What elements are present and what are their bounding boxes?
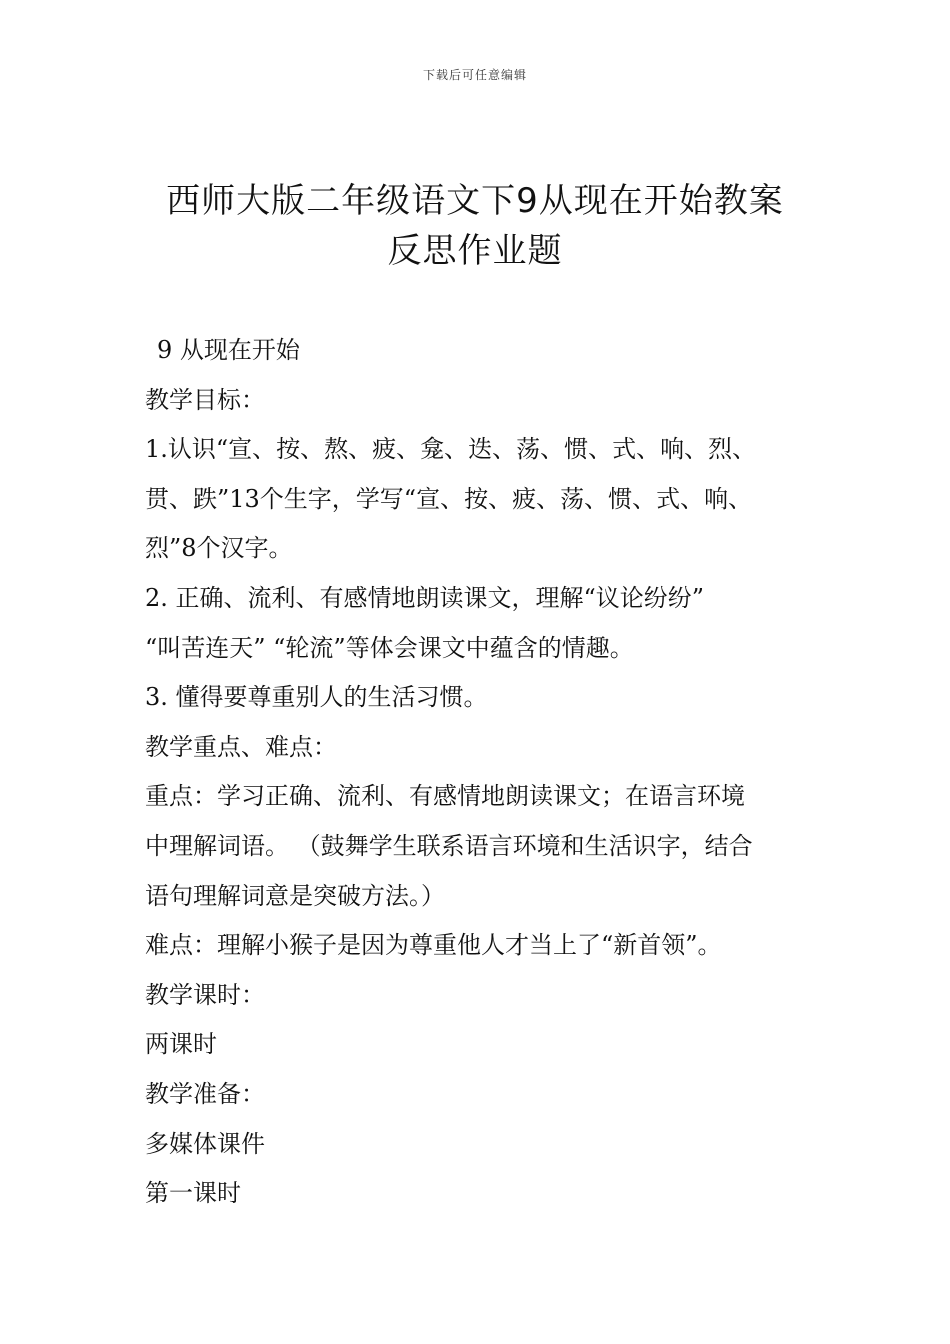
section-heading-first-lesson: 第一课时 bbox=[145, 1179, 241, 1208]
difficulty-line: 难点：理解小猴子是因为尊重他人才当上了“新首领”。 bbox=[145, 931, 722, 960]
document-body bbox=[145, 326, 835, 1219]
objective-3: 3. 懂得要尊重别人的生活习惯。 bbox=[145, 683, 488, 712]
class-hours-value: 两课时 bbox=[145, 1030, 217, 1059]
section-heading-preparation: 教学准备： bbox=[145, 1079, 265, 1108]
objective-1-line-2: 贯、跌”13个生字，学写“宣、按、疲、荡、惯、式、响、 bbox=[145, 484, 753, 513]
lesson-title: 9 从现在开始 bbox=[157, 336, 300, 364]
key-point-line-2: 中理解词语。 （鼓舞学生联系语言环境和生活识字，结合 bbox=[145, 831, 753, 860]
objective-1-line-3: 烈”8个汉字。 bbox=[145, 534, 293, 563]
objective-2-line-1: 2. 正确、流利、有感情地朗读课文，理解“议论纷纷” bbox=[145, 583, 705, 612]
key-point-line-3: 语句理解词意是突破方法。） bbox=[145, 881, 445, 910]
document-title bbox=[120, 176, 830, 276]
objective-1-line-1: 1.认识“宣、按、熬、疲、龛、迭、荡、惯、式、响、烈、 bbox=[145, 435, 757, 464]
section-heading-key-points: 教学重点、难点： bbox=[145, 732, 337, 761]
preparation-value: 多媒体课件 bbox=[145, 1129, 265, 1158]
key-point-line-1: 重点：学习正确、流利、有感情地朗读课文；在语言环境 bbox=[145, 782, 745, 811]
section-heading-objectives: 教学目标： bbox=[145, 385, 265, 414]
objective-2-line-2: “叫苦连天” “轮流”等体会课文中蕴含的情趣。 bbox=[145, 633, 634, 662]
section-heading-class-hours: 教学课时： bbox=[145, 980, 265, 1009]
title-line-2: 反思作业题 bbox=[387, 231, 563, 271]
title-line-1: 西师大版二年级语文下9从现在开始教案 bbox=[166, 181, 784, 221]
header-note: 下载后可任意编辑 bbox=[422, 68, 527, 82]
